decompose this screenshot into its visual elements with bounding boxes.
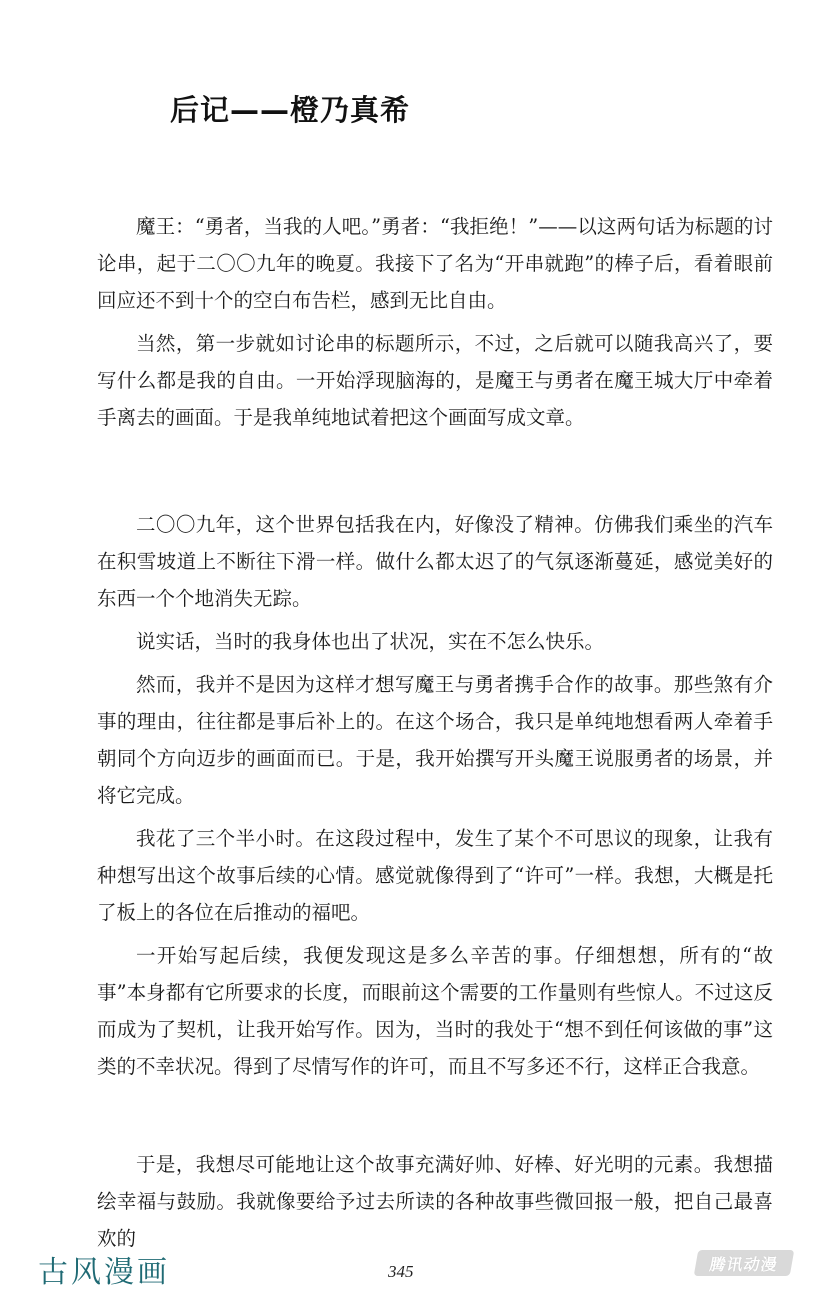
paragraph: 说实话，当时的我身体也出了状况，实在不怎么快乐。 xyxy=(136,630,605,653)
paragraph: 于是，我想尽可能地让这个故事充满好帅、好棒、好光明的元素。我想描绘幸福与鼓励。我就像要给予过去所读的各种故事些微回报一般，把自己最喜欢的 xyxy=(97,1153,773,1250)
text-section-2 xyxy=(97,506,773,1091)
page-number: 345 xyxy=(388,1262,414,1281)
paragraph: 然而，我并不是因为这样才想写魔王与勇者携手合作的故事。那些煞有介事的理由，往往都是事后补上的。在这个场合，我只是单纯地想看两人牵着手朝同个方向迈步的画面而已。于是，我开始撰写开头魔王说服勇者的场景，并将它完成。 xyxy=(97,673,773,807)
chapter-title: 后记——橙乃真希 xyxy=(170,93,411,127)
paragraph: 我花了三个半小时。在这段过程中，发生了某个不可思议的现象，让我有种想写出这个故事后续的心情。感觉就像得到了“许可”一样。我想，大概是托了板上的各位在后推动的福吧。 xyxy=(97,827,773,924)
paragraph: 二〇〇九年，这个世界包括我在内，好像没了精神。仿佛我们乘坐的汽车在积雪坡道上不断往下滑一样。做什么都太迟了的气氛逐渐蔓延，感觉美好的东西一个个地消失无踪。 xyxy=(97,513,773,610)
text-section-3 xyxy=(97,1146,773,1263)
paragraph: 魔王：“勇者，当我的人吧。”勇者：“我拒绝！”——以这两句话为标题的讨论串，起于二〇〇九年的晚夏。我接下了名为“开串就跑”的棒子后，看着眼前回应还不到十个的空白布告栏，感到无比自由。 xyxy=(97,215,773,312)
watermark-logo-right: 腾讯动漫 xyxy=(694,1250,795,1276)
paragraph: 当然，第一步就如讨论串的标题所示，不过，之后就可以随我高兴了，要写什么都是我的自由。一开始浮现脑海的，是魔王与勇者在魔王城大厅中牵着手离去的画面。于是我单纯地试着把这个画面写成文章。 xyxy=(97,332,773,429)
paragraph: 一开始写起后续，我便发现这是多么辛苦的事。仔细想想，所有的“故事”本身都有它所要求的长度，而眼前这个需要的工作量则有些惊人。不过这反而成为了契机，让我开始写作。因为，当时的我处于“想不到任何该做的事”这类的不幸状况。得到了尽情写作的许可，而且不写多还不行，这样正合我意。 xyxy=(97,944,773,1078)
watermark-logo-left: 古风漫画 xyxy=(38,1255,170,1290)
text-section-1 xyxy=(97,208,773,442)
